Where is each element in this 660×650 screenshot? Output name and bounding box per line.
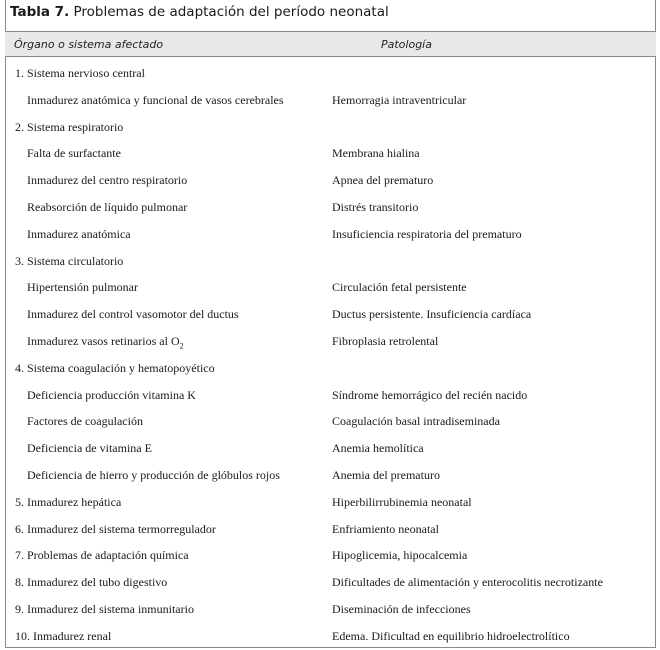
organ-cell: 3. Sistema circulatorio xyxy=(15,253,124,268)
table-row xyxy=(5,621,656,648)
organ-cell: Inmadurez anatómica xyxy=(27,226,131,241)
pathology-cell: Hipoglicemia, hipocalcemia xyxy=(332,548,468,563)
pathology-cell: Fibroplasia retrolental xyxy=(332,333,439,348)
table-label: Tabla 7. xyxy=(10,4,70,20)
table-header xyxy=(5,31,656,57)
pathology-cell: Insuficiencia respiratoria del prematuro xyxy=(332,226,522,241)
table-row xyxy=(5,326,656,353)
table-row xyxy=(5,165,656,192)
organ-cell: Falta de surfactante xyxy=(27,146,121,161)
table-row xyxy=(5,460,656,487)
table-body xyxy=(5,58,656,648)
pathology-cell: Síndrome hemorrágico del recién nacido xyxy=(332,387,528,402)
table-row xyxy=(5,58,656,85)
organ-cell: 7. Problemas de adaptación química xyxy=(15,548,189,563)
organ-cell: 8. Inmadurez del tubo digestivo xyxy=(15,575,168,590)
table-row xyxy=(5,540,656,567)
table-row xyxy=(5,380,656,407)
pathology-cell: Edema. Dificultad en equilibrio hidroelectrolítico xyxy=(332,628,570,643)
pathology-cell: Hemorragia intraventricular xyxy=(332,92,467,107)
organ-cell: 9. Inmadurez del sistema inmunitario xyxy=(15,601,194,616)
pathology-cell: Hiperbilirrubinemia neonatal xyxy=(332,494,472,509)
organ-cell: Inmadurez del centro respiratorio xyxy=(27,173,188,188)
pathology-cell: Distrés transitorio xyxy=(332,199,419,214)
organ-cell xyxy=(27,334,184,350)
table-row xyxy=(5,299,656,326)
organ-cell: 6. Inmadurez del sistema termorregulador xyxy=(15,521,216,536)
table-caption: Problemas de adaptación del período neonatal xyxy=(73,4,389,20)
pathology-cell: Circulación fetal persistente xyxy=(332,280,467,295)
pathology-cell: Ductus persistente. Insuficiencia cardíaca xyxy=(332,307,532,322)
header-organ: Órgano o sistema afectado xyxy=(14,38,164,51)
table-row xyxy=(5,246,656,273)
organ-cell: 5. Inmadurez hepática xyxy=(15,494,122,509)
table-row xyxy=(5,85,656,112)
organ-cell: Hipertensión pulmonar xyxy=(27,280,138,295)
organ-text: Inmadurez vasos retinarios al O xyxy=(27,333,180,348)
table-row xyxy=(5,219,656,246)
organ-cell: 10. Inmadurez renal xyxy=(15,628,112,643)
pathology-cell: Enfriamiento neonatal xyxy=(332,521,439,536)
organ-cell: Deficiencia de hierro y producción de glóbulos rojos xyxy=(27,467,280,482)
pathology-cell: Dificultades de alimentación y enterocolitis necrotizante xyxy=(332,575,603,590)
header-pathology: Patología xyxy=(381,38,432,51)
pathology-cell: Anemia del prematuro xyxy=(332,467,440,482)
organ-cell: Inmadurez anatómica y funcional de vasos cerebrales xyxy=(27,92,284,107)
organ-cell: Factores de coagulación xyxy=(27,414,143,429)
table-row xyxy=(5,567,656,594)
organ-cell: 2. Sistema respiratorio xyxy=(15,119,124,134)
organ-cell: Deficiencia producción vitamina K xyxy=(27,387,196,402)
pathology-cell: Coagulación basal intradiseminada xyxy=(332,414,500,429)
organ-cell: 4. Sistema coagulación y hematopoyético xyxy=(15,360,215,375)
pathology-cell: Membrana hialina xyxy=(332,146,420,161)
table-title xyxy=(10,4,389,20)
organ-cell: Inmadurez del control vasomotor del ductus xyxy=(27,307,239,322)
pathology-cell: Anemia hemolítica xyxy=(332,441,424,456)
pathology-cell: Apnea del prematuro xyxy=(332,173,434,188)
table-row xyxy=(5,272,656,299)
table-row xyxy=(5,406,656,433)
subscript-2: 2 xyxy=(179,341,184,351)
table-row xyxy=(5,487,656,514)
pathology-cell: Diseminación de infecciones xyxy=(332,601,471,616)
table-row xyxy=(5,112,656,139)
table-row xyxy=(5,192,656,219)
table-row xyxy=(5,433,656,460)
organ-cell: Reabsorción de líquido pulmonar xyxy=(27,199,188,214)
table-row xyxy=(5,594,656,621)
table-row xyxy=(5,514,656,541)
organ-cell: Deficiencia de vitamina E xyxy=(27,441,152,456)
table-row xyxy=(5,138,656,165)
table-row xyxy=(5,353,656,380)
organ-cell: 1. Sistema nervioso central xyxy=(15,66,145,80)
